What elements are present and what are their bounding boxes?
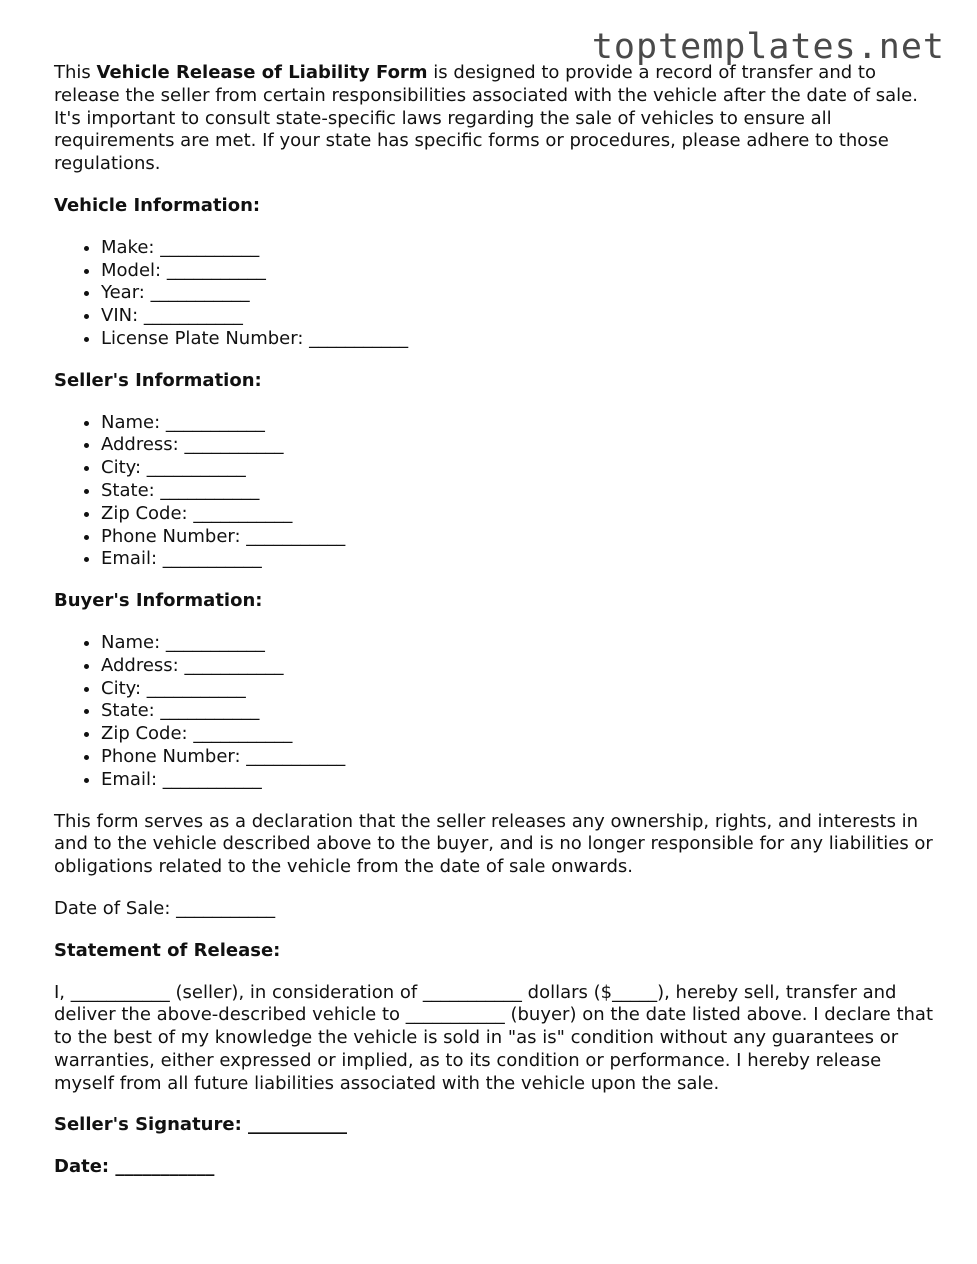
- list-item-seller-address: • Address: ___________: [101, 434, 939, 457]
- date-of-sale: Date of Sale: ___________: [54, 897, 276, 919]
- intro-prefix: This: [54, 62, 97, 83]
- seller-info-list: [54, 412, 939, 572]
- list-item-vin: • VIN: ___________: [101, 305, 939, 328]
- list-item-year: • Year: ___________: [101, 282, 939, 305]
- list-item-make: • Make: ___________: [101, 237, 939, 260]
- list-item-buyer-name: • Name: ___________: [101, 632, 939, 655]
- intro-suffix: is designed to provide a record of transfer and to release the seller from certain responsibilities associated with the vehicle after the date of sale. It's important to consult state-specific laws regarding the sale of vehicles to ensure all requirements are met. If your state has specific forms or procedures, please adhere to those regulations.: [54, 62, 918, 175]
- buyer-info-heading: Buyer's Information:: [54, 590, 263, 612]
- document-page: [54, 62, 939, 1198]
- list-item-buyer-email: • Email: ___________: [101, 769, 939, 792]
- list-item-seller-name: • Name: ___________: [101, 412, 939, 435]
- signature-date-line: Date: ___________: [54, 1156, 215, 1178]
- list-item-seller-email: • Email: ___________: [101, 548, 939, 571]
- list-item-seller-phone: • Phone Number: ___________: [101, 526, 939, 549]
- vehicle-info-heading: Vehicle Information:: [54, 194, 261, 216]
- seller-signature-line: Seller's Signature: ___________: [54, 1114, 348, 1136]
- statement-heading: Statement of Release:: [54, 939, 281, 961]
- buyer-info-list: [54, 632, 939, 792]
- seller-info-heading: Seller's Information:: [54, 369, 262, 391]
- list-item-seller-state: • State: ___________: [101, 480, 939, 503]
- statement-paragraph: I, ___________ (seller), in consideration of ___________ dollars ($_____), hereby sell, transfer and deliver the above-described vehicle to ___________ (buyer) on the date listed above. I declare that to the best of my knowledge the vehicle is sold in "as is" condition without any guarantees or warranties, either expressed or implied, as to its condition or performance. I hereby release myself from all future liabilities associated with the vehicle upon the sale.: [54, 981, 934, 1094]
- list-item-buyer-zip: • Zip Code: ___________: [101, 723, 939, 746]
- list-item-model: • Model: ___________: [101, 260, 939, 283]
- list-item-buyer-address: • Address: ___________: [101, 655, 939, 678]
- declaration-paragraph: This form serves as a declaration that the seller releases any ownership, rights, and interests in and to the vehicle described above to the buyer, and is no longer responsible for any liabilities or obligations related to the vehicle from the date of sale onwards.: [54, 810, 933, 878]
- list-item-buyer-state: • State: ___________: [101, 700, 939, 723]
- list-item-license-plate: • License Plate Number: ___________: [101, 328, 939, 351]
- vehicle-info-list: [54, 237, 939, 351]
- list-item-seller-zip: • Zip Code: ___________: [101, 503, 939, 526]
- watermark-logo: toptemplates.net: [591, 27, 945, 67]
- list-item-seller-city: • City: ___________: [101, 457, 939, 480]
- form-title: Vehicle Release of Liability Form: [96, 62, 428, 83]
- list-item-buyer-phone: • Phone Number: ___________: [101, 746, 939, 769]
- list-item-buyer-city: • City: ___________: [101, 678, 939, 701]
- intro-paragraph: [54, 62, 939, 176]
